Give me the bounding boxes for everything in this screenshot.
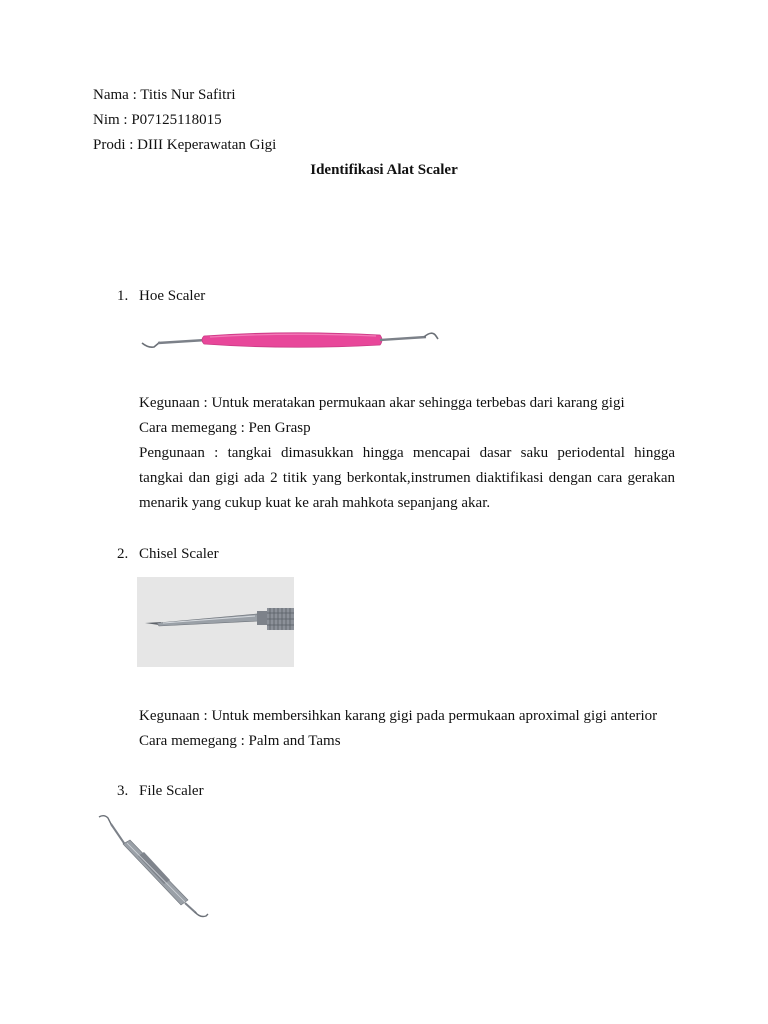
hoe-scaler-instrument-icon [138,320,443,360]
hoe-penggunaan-line-3: menarik yang cukup kuat ke arah mahkota sepanjang akar. [139,495,491,511]
student-nim: Nim : P07125118015 [93,112,222,128]
item-number-1: 1. [117,288,129,304]
chisel-scaler-image [137,577,294,667]
file-scaler-image [96,812,211,920]
chisel-kegunaan: Kegunaan : Untuk membersihkan karang gigi pada permukaan aproximal gigi anterior [139,708,658,724]
file-scaler-instrument-icon [96,812,211,920]
hoe-penggunaan-line-1: Pengunaan : tangkai dimasukkan hingga mencapai dasar saku periodental hingga [139,445,675,461]
hoe-scaler-image [138,320,443,360]
study-program: Prodi : DIII Keperawatan Gigi [93,137,277,153]
item-title-hoe-scaler: Hoe Scaler [139,288,206,304]
item-title-chisel-scaler: Chisel Scaler [139,546,219,562]
hoe-kegunaan: Kegunaan : Untuk meratakan permukaan akar sehingga terbebas dari karang gigi [139,395,625,411]
item-title-file-scaler: File Scaler [139,783,204,799]
student-name: Nama : Titis Nur Safitri [93,87,236,103]
chisel-scaler-instrument-icon [137,577,294,667]
chisel-cara-memegang: Cara memegang : Palm and Tams [139,733,341,749]
hoe-cara-memegang: Cara memegang : Pen Grasp [139,420,311,436]
item-number-3: 3. [117,783,129,799]
hoe-penggunaan-line-2: tangkai dan gigi ada 2 titik yang berkontak,instrumen diaktifikasi dengan cara gerakan [139,470,675,486]
item-number-2: 2. [117,546,129,562]
document-title: Identifikasi Alat Scaler [310,162,458,178]
